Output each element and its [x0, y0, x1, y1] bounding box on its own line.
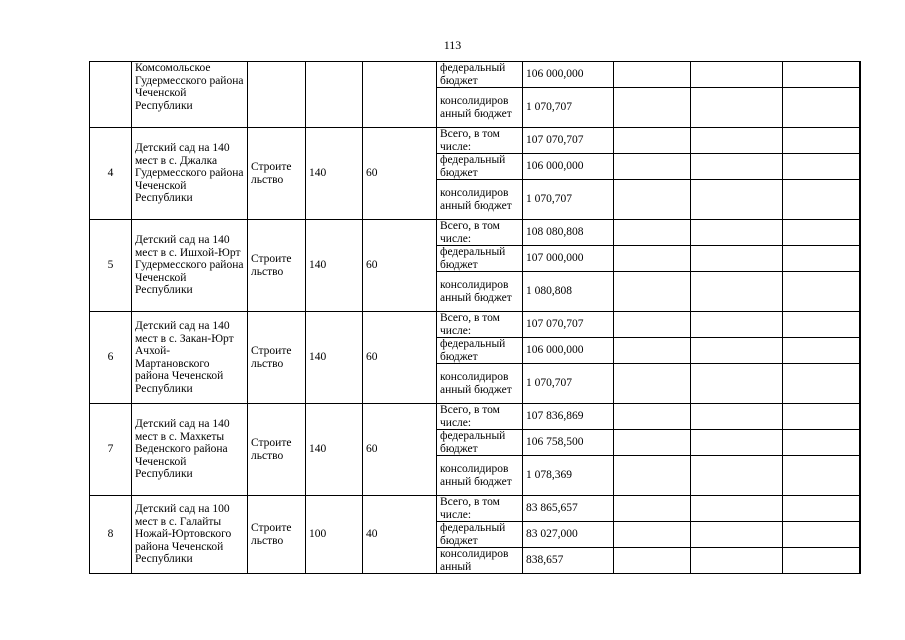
empty-cell: [860, 62, 861, 88]
capacity: 140: [306, 404, 363, 496]
object-name: Детский сад на 140 мест в с. Махкеты Веденского района Чеченской Республики: [132, 404, 248, 496]
object-name: Детский сад на 140 мест в с. Джалка Гудермесского района Чеченской Республики: [132, 128, 248, 220]
row-index: [90, 62, 132, 128]
budget-amount: 108 080,808: [523, 220, 614, 246]
row-index: 7: [90, 404, 132, 496]
empty-cell: [860, 220, 861, 246]
budget-label: федеральный бюджет: [437, 246, 523, 272]
budget-label: федеральный бюджет: [437, 522, 523, 548]
table-row: [90, 128, 861, 154]
budget-label: консолидиров анный бюджет: [437, 364, 523, 404]
empty-cell: [614, 456, 691, 496]
empty-cell: [691, 246, 783, 272]
budget-amount: 106 000,000: [523, 154, 614, 180]
empty-cell: [783, 128, 860, 154]
budget-label: Всего, в том числе:: [437, 312, 523, 338]
empty-cell: [614, 180, 691, 220]
empty-cell: [691, 522, 783, 548]
budget-label: федеральный бюджет: [437, 430, 523, 456]
empty-cell: [783, 312, 860, 338]
capacity: 140: [306, 220, 363, 312]
empty-cell: [691, 88, 783, 128]
budget-amount: 107 070,707: [523, 312, 614, 338]
empty-cell: [614, 154, 691, 180]
quantity: 40: [363, 496, 437, 574]
table-row: [90, 496, 861, 522]
budget-amount: 106 758,500: [523, 430, 614, 456]
budget-amount: 838,657: [523, 548, 614, 574]
empty-cell: [614, 312, 691, 338]
empty-cell: [691, 128, 783, 154]
budget-amount: 106 000,000: [523, 338, 614, 364]
empty-cell: [783, 496, 860, 522]
object-name: Детский сад на 140 мест в с. Закан-Юрт Ачхой-Мартановского района Чеченской Республики: [132, 312, 248, 404]
empty-cell: [614, 62, 691, 88]
empty-cell: [783, 404, 860, 430]
table-row: [90, 404, 861, 430]
budget-label: Всего, в том числе:: [437, 220, 523, 246]
budget-label: Всего, в том числе:: [437, 404, 523, 430]
empty-cell: [860, 404, 861, 430]
empty-cell: [691, 272, 783, 312]
empty-cell: [614, 272, 691, 312]
empty-cell: [860, 430, 861, 456]
empty-cell: [614, 364, 691, 404]
empty-cell: [860, 338, 861, 364]
object-name: Детский сад на 100 мест в с. Галайты Ножай-Юртовского района Чеченской Республики: [132, 496, 248, 574]
empty-cell: [860, 496, 861, 522]
budget-label: федеральный бюджет: [437, 62, 523, 88]
page-number: 113: [443, 38, 462, 52]
budget-label: федеральный бюджет: [437, 154, 523, 180]
budget-label: консолидиров анный бюджет: [437, 88, 523, 128]
budget-amount: 83 027,000: [523, 522, 614, 548]
budget-label: консолидиров анный бюджет: [437, 180, 523, 220]
work-type: Строите льство: [248, 220, 306, 312]
budget-label: консолидиров анный: [437, 548, 523, 574]
empty-cell: [783, 456, 860, 496]
empty-cell: [691, 154, 783, 180]
capacity: 100: [306, 496, 363, 574]
budget-amount: 1 070,707: [523, 88, 614, 128]
budget-amount: 107 070,707: [523, 128, 614, 154]
empty-cell: [691, 312, 783, 338]
empty-cell: [783, 220, 860, 246]
budget-amount: 1 078,369: [523, 456, 614, 496]
quantity: [363, 62, 437, 128]
empty-cell: [614, 220, 691, 246]
empty-cell: [783, 548, 860, 574]
budget-amount: 107 000,000: [523, 246, 614, 272]
budget-table: [89, 61, 861, 574]
empty-cell: [860, 272, 861, 312]
work-type: [248, 62, 306, 128]
empty-cell: [783, 338, 860, 364]
empty-cell: [860, 88, 861, 128]
budget-amount: 83 865,657: [523, 496, 614, 522]
empty-cell: [783, 272, 860, 312]
empty-cell: [691, 338, 783, 364]
empty-cell: [860, 522, 861, 548]
empty-cell: [691, 220, 783, 246]
table-body: [90, 62, 861, 574]
empty-cell: [691, 62, 783, 88]
budget-label: Всего, в том числе:: [437, 496, 523, 522]
table-row: [90, 62, 861, 88]
quantity: 60: [363, 312, 437, 404]
budget-amount: 1 070,707: [523, 364, 614, 404]
empty-cell: [614, 128, 691, 154]
empty-cell: [614, 522, 691, 548]
row-index: 4: [90, 128, 132, 220]
work-type: Строите льство: [248, 128, 306, 220]
capacity: [306, 62, 363, 128]
capacity: 140: [306, 128, 363, 220]
empty-cell: [783, 62, 860, 88]
work-type: Строите льство: [248, 312, 306, 404]
empty-cell: [860, 364, 861, 404]
budget-label: Всего, в том числе:: [437, 128, 523, 154]
empty-cell: [860, 312, 861, 338]
empty-cell: [783, 522, 860, 548]
object-name: Детский сад на 140 мест в с. Ишхой-Юрт Гудермесского района Чеченской Республики: [132, 220, 248, 312]
budget-label: консолидиров анный бюджет: [437, 272, 523, 312]
empty-cell: [691, 180, 783, 220]
empty-cell: [860, 180, 861, 220]
empty-cell: [614, 496, 691, 522]
work-type: Строите льство: [248, 404, 306, 496]
table-row: [90, 220, 861, 246]
empty-cell: [691, 364, 783, 404]
budget-amount: 1 070,707: [523, 180, 614, 220]
quantity: 60: [363, 404, 437, 496]
empty-cell: [783, 246, 860, 272]
row-index: 5: [90, 220, 132, 312]
quantity: 60: [363, 220, 437, 312]
empty-cell: [783, 180, 860, 220]
budget-amount: 107 836,869: [523, 404, 614, 430]
budget-amount: 1 080,808: [523, 272, 614, 312]
empty-cell: [783, 364, 860, 404]
empty-cell: [691, 430, 783, 456]
empty-cell: [691, 404, 783, 430]
row-index: 8: [90, 496, 132, 574]
work-type: Строите льство: [248, 496, 306, 574]
empty-cell: [783, 430, 860, 456]
capacity: 140: [306, 312, 363, 404]
budget-label: федеральный бюджет: [437, 338, 523, 364]
empty-cell: [614, 548, 691, 574]
budget-amount: 106 000,000: [523, 62, 614, 88]
empty-cell: [614, 430, 691, 456]
empty-cell: [614, 404, 691, 430]
empty-cell: [860, 548, 861, 574]
empty-cell: [860, 246, 861, 272]
empty-cell: [691, 456, 783, 496]
empty-cell: [614, 88, 691, 128]
table-row: [90, 312, 861, 338]
empty-cell: [860, 456, 861, 496]
row-index: 6: [90, 312, 132, 404]
empty-cell: [783, 88, 860, 128]
empty-cell: [614, 246, 691, 272]
object-name: Комсомольское Гудермесского района Чеченской Республики: [132, 62, 248, 128]
budget-label: консолидиров анный бюджет: [437, 456, 523, 496]
empty-cell: [691, 548, 783, 574]
empty-cell: [614, 338, 691, 364]
empty-cell: [691, 496, 783, 522]
empty-cell: [860, 154, 861, 180]
quantity: 60: [363, 128, 437, 220]
empty-cell: [860, 128, 861, 154]
empty-cell: [783, 154, 860, 180]
